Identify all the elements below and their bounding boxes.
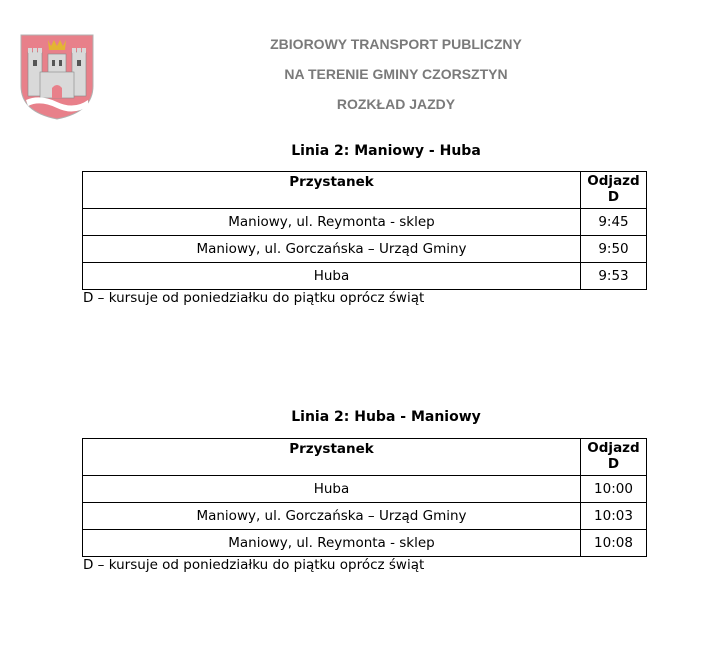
time-cell: 9:50 [581, 236, 647, 263]
table-row [83, 530, 647, 557]
departure-label: Odjazd [587, 440, 640, 456]
time-cell: 9:53 [581, 263, 647, 290]
departure-label: Odjazd [587, 173, 640, 189]
timetable-title: Linia 2: Maniowy - Huba [291, 143, 481, 159]
table-row [83, 503, 647, 530]
table-row [83, 209, 647, 236]
table-row [83, 236, 647, 263]
stop-cell: Huba [83, 263, 581, 290]
departure-code: D [607, 189, 620, 205]
timetable-table [82, 171, 647, 290]
timetable-table [82, 438, 647, 557]
column-header-departure [581, 172, 647, 209]
stop-cell: Huba [83, 476, 581, 503]
stop-cell: Maniowy, ul. Gorczańska – Urząd Gminy [83, 503, 581, 530]
header-title-line2: NA TERENIE GMINY CZORSZTYN [284, 66, 508, 82]
header-title-line3: ROZKŁAD JAZDY [336, 96, 456, 112]
time-cell: 10:00 [581, 476, 647, 503]
timetable-note: D – kursuje od poniedziałku do piątku oprócz świąt [83, 290, 425, 306]
timetable-title: Linia 2: Huba - Maniowy [291, 409, 481, 425]
column-header-stop: Przystanek [83, 172, 581, 209]
timetable-note: D – kursuje od poniedziałku do piątku oprócz świąt [83, 557, 425, 573]
table-header-row [83, 439, 647, 476]
time-cell: 10:03 [581, 503, 647, 530]
departure-code: D [607, 456, 620, 472]
column-header-departure [581, 439, 647, 476]
time-cell: 10:08 [581, 530, 647, 557]
stop-cell: Maniowy, ul. Gorczańska – Urząd Gminy [83, 236, 581, 263]
stop-cell: Maniowy, ul. Reymonta - sklep [83, 209, 581, 236]
column-header-stop: Przystanek [83, 439, 581, 476]
header-title-line1: ZBIOROWY TRANSPORT PUBLICZNY [270, 36, 522, 52]
table-row [83, 476, 647, 503]
time-cell: 9:45 [581, 209, 647, 236]
table-header-row [83, 172, 647, 209]
stop-cell: Maniowy, ul. Reymonta - sklep [83, 530, 581, 557]
table-row [83, 263, 647, 290]
